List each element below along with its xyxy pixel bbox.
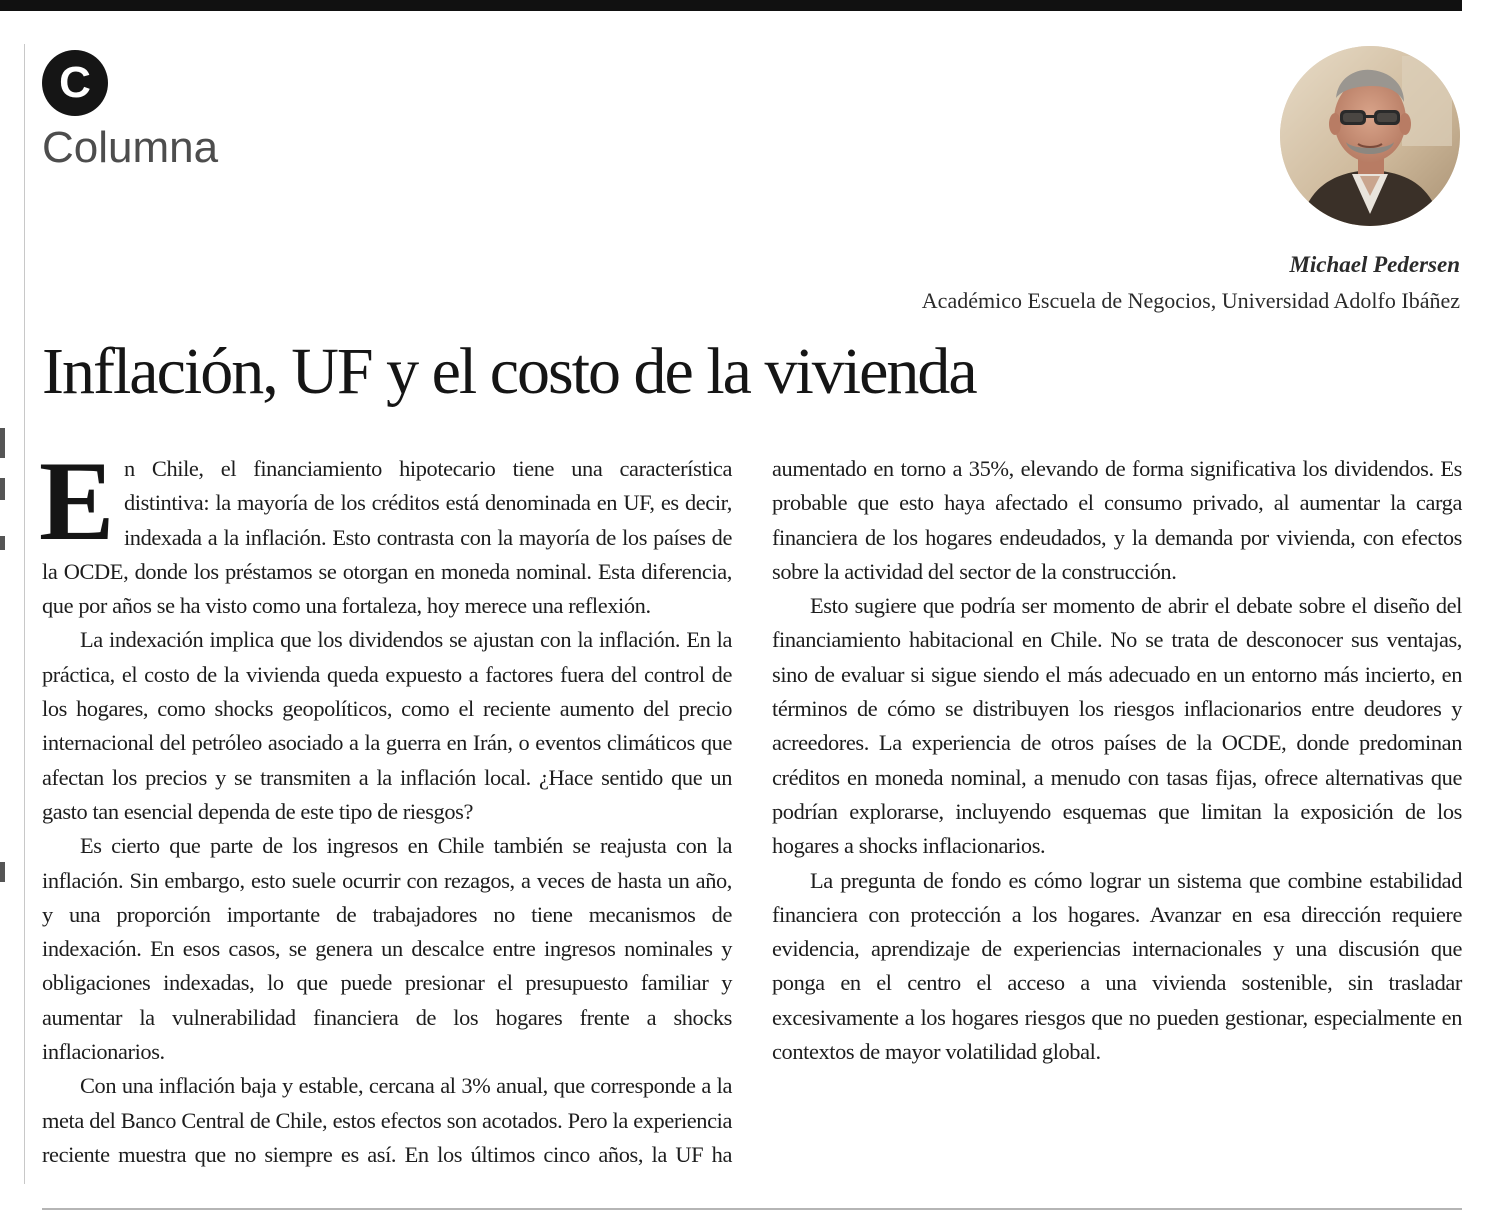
left-margin-rule [24,44,25,1184]
article-headline: Inflación, UF y el costo de la vivienda [42,335,976,408]
paragraph-text: n Chile, el financiamiento hipotecario tiene una característica distintiva: la mayoría de los créditos está denominada en UF, es decir, indexada a la inflación. Esto contrasta con la mayoría de los países de la OCDE, donde los préstamos se otorgan en moneda nominal. Esta diferencia, que por años se ha visto como una fortaleza, hoy merece una reflexión. [42,456,732,619]
bottom-rule [42,1208,1462,1210]
author-name: Michael Pedersen [1289,252,1460,277]
author-portrait-image [1280,46,1460,226]
left-margin-mark [0,862,5,882]
section-badge: C [42,50,108,116]
section-label: Columna [42,123,219,172]
article-paragraph-4: Con una inflación baja y estable, cercana al 3% anual, que corresponde a la meta del Banco Central de Chile, estos efectos son acotados. Pero la experiencia reciente muestra que no siempre es así. En los últimos cinco años, la UF ha [42,1073,732,1167]
article-paragraph-1 [39,439,732,623]
left-margin-mark [0,478,5,500]
article-paragraph-4-continued: aumentado en torno a 35%, elevando de forma significativa los dividendos. Es probable que esto haya afectado el consumo privado, al aumentar la carga financiera de los hogares endeudados, y la demanda por vivienda, con efectos sobre la actividad del sector de la construcción. [772,456,1462,584]
article-column-left [39,439,732,1172]
left-margin-mark [0,536,5,550]
drop-cap: E [39,439,114,564]
left-margin-mark [0,428,5,458]
article-paragraph-3: Es cierto que parte de los ingresos en Chile también se reajusta con la inflación. Sin embargo, esto suele ocurrir con rezagos, a veces de hasta un año, y una proporción importante de trabajadores no tiene mecanismos de indexación. En esos casos, se genera un descalce entre ingresos nominales y obligaciones indexadas, lo que puede presionar el presupuesto familiar y aumentar la vulnerabilidad financiera de los hogares frente a shocks inflacionarios. [42,833,732,1065]
article-paragraph-5: Esto sugiere que podría ser momento de abrir el debate sobre el diseño del financiamiento habitacional en Chile. No se trata de desconocer sus ventajas, sino de evaluar si sigue siendo el más adecuado en un entorno más incierto, en términos de cómo se distribuyen los riesgos inflacionarios entre deudores y acreedores. La experiencia de otros países de la OCDE, donde predominan créditos en moneda nominal, a menudo con tasas fijas, ofrece alternativas que podrían explorarse, incluyendo esquemas que limitan la exposición de los hogares a shocks inflacionarios. [772,593,1462,859]
article-column-right [772,452,1462,1069]
top-rule [0,0,1462,11]
author-role: Académico Escuela de Negocios, Universidad Adolfo Ibáñez [921,288,1460,313]
article-paragraph-2: La indexación implica que los dividendos se ajustan con la inflación. En la práctica, el costo de la vivienda queda expuesto a factores fuera del control de los hogares, como shocks geopolíticos, como el reciente aumento del precio internacional del petróleo asociado a la guerra en Irán, o eventos climáticos que afectan los precios y se transmiten a la inflación local. ¿Hace sentido que un gasto tan esencial dependa de este tipo de riesgos? [42,627,732,824]
article-paragraph-6: La pregunta de fondo es cómo lograr un sistema que combine estabilidad financiera con protección a los hogares. Avanzar en esa dirección requiere evidencia, aprendizaje de experiencias internacionales y una discusión que ponga en el centro el acceso a una vivienda sostenible, sin trasladar excesivamente a los hogares riesgos que no pueden gestionar, especialmente en contextos de mayor volatilidad global. [772,867,1462,1065]
author-avatar [1280,46,1460,226]
